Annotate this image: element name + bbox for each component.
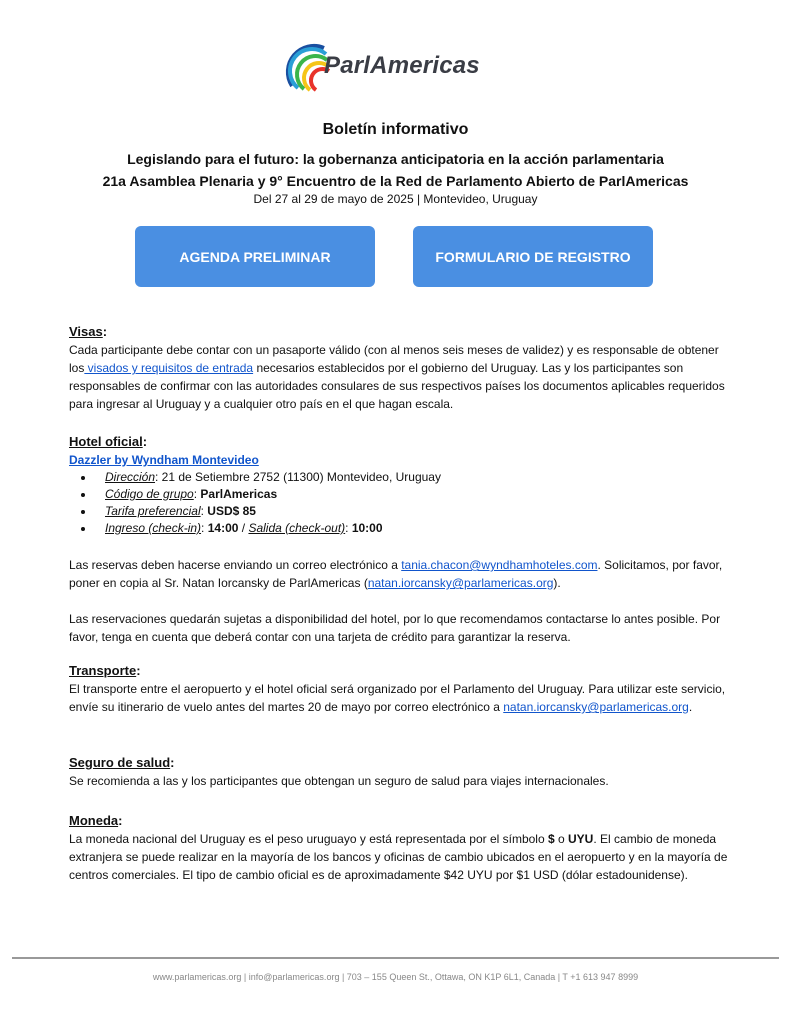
list-item xyxy=(95,503,729,520)
moneda-text-2: . El cambio de moneda extranjera se puede realizar en la mayoría de los bancos y oficinas de cambio ubicados en el aeropuerto y en la mayoría de centros comerciales. El tipo de cambio oficial es de aproximadamente $42 UYU por $1 USD (dólar estadounidense). xyxy=(69,832,728,882)
footer-divider xyxy=(12,957,779,959)
visas-heading xyxy=(69,323,729,341)
seguro-heading-label: Seguro de salud xyxy=(69,755,171,770)
codigo-sep: : xyxy=(193,487,201,501)
visas-heading-label: Visas xyxy=(69,324,103,339)
ingreso-sep: : xyxy=(201,521,208,535)
list-item xyxy=(95,486,729,503)
ingreso-value: 14:00 xyxy=(207,521,239,535)
transporte-end: . xyxy=(688,700,693,714)
ingreso-label: Ingreso (check-in) xyxy=(105,521,202,535)
codigo-value: ParlAmericas xyxy=(200,487,278,501)
moneda-text-1: La moneda nacional del Uruguay es el peso uruguayo y está representada por el símbolo xyxy=(69,832,548,846)
transporte-heading-colon: : xyxy=(136,663,141,678)
reservas-text-2: . Solicitamos, por favor, poner en copia al Sr. Natan Iorcansky de ParlAmericas ( xyxy=(69,558,723,590)
slash-separator: / xyxy=(238,521,249,535)
direccion-value: : 21 de Setiembre 2752 (11300) Montevideo, Uruguay xyxy=(155,470,441,484)
footer-contact: www.parlamericas.org | info@parlamericas.org | 703 – 155 Queen St., Ottawa, ON K1P 6L1, Canada | T +1 613 947 8999 xyxy=(152,972,639,982)
moneda-heading-label: Moneda xyxy=(69,813,119,828)
visas-paragraph xyxy=(69,341,729,413)
list-item xyxy=(95,469,729,486)
moneda-symbol: $ xyxy=(547,832,555,846)
transporte-email-link[interactable]: natan.iorcansky@parlamericas.org xyxy=(503,700,689,714)
hotel-name-link[interactable]: Dazzler by Wyndham Montevideo xyxy=(69,453,259,467)
hotel-heading-colon: : xyxy=(142,434,148,449)
hotel-name-row xyxy=(69,451,729,469)
salida-value: 10:00 xyxy=(351,521,383,535)
moneda-section xyxy=(69,812,729,884)
moneda-text-o: o xyxy=(554,832,568,846)
hotel-section xyxy=(69,433,729,646)
reservas-text-1: Las reservas deben hacerse enviando un correo electrónico a xyxy=(69,558,402,572)
parlamericas-logo xyxy=(284,38,514,98)
salida-label: Salida (check-out) xyxy=(248,521,346,535)
transporte-section xyxy=(69,662,729,716)
seguro-heading-colon: : xyxy=(170,755,175,770)
visas-requirements-link[interactable]: visados y requisitos de entrada xyxy=(84,361,254,375)
visas-section xyxy=(69,323,729,413)
transporte-heading-label: Transporte xyxy=(69,663,137,678)
registration-form-button[interactable]: FORMULARIO DE REGISTRO xyxy=(413,226,653,287)
seguro-section xyxy=(69,754,729,790)
tarifa-sep: : xyxy=(200,504,208,518)
moneda-heading-colon: : xyxy=(118,813,123,828)
page-title: Boletín informativo xyxy=(322,121,469,138)
moneda-uyu: UYU xyxy=(568,832,594,846)
visas-text-2: necesarios establecidos por el gobierno del Uruguay. Las y los participantes son responsables de confirmar con las autoridades consulares de sus respectivos países los documentos aplicables requeridos para ingresar al Uruguay y a cualquier otro país en el que hagan escala. xyxy=(69,361,725,411)
transporte-text: El transporte entre el aeropuerto y el hotel oficial será organizado por el Parlamento del Uruguay. Para utilizar este servicio, envíe su itinerario de vuelo antes del martes 20 de mayo por correo electrónico a xyxy=(69,682,726,714)
hotel-details-list xyxy=(69,469,729,537)
direccion-label: Dirección xyxy=(105,470,156,484)
tarifa-value: USD$ 85 xyxy=(207,504,256,518)
reservas-paragraph xyxy=(69,556,729,592)
moneda-heading xyxy=(69,812,729,830)
hotel-email-link[interactable]: tania.chacon@wyndhamhoteles.com xyxy=(401,558,598,572)
subtitle-theme: Legislando para el futuro: la gobernanza anticipatoria en la acción parlamentaria xyxy=(127,151,664,167)
disponibilidad-paragraph: Las reservaciones quedarán sujetas a disponibilidad del hotel, por lo que recomendamos contactarse lo antes posible. Por favor, tenga en cuenta que deberá contar con una tarjeta de crédito para garantizar la reserva. xyxy=(69,612,721,644)
codigo-label: Código de grupo xyxy=(105,487,194,501)
transporte-heading xyxy=(69,662,729,680)
list-item xyxy=(95,520,729,537)
agenda-button[interactable]: AGENDA PRELIMINAR xyxy=(135,226,375,287)
reservas-text-3: ). xyxy=(553,576,561,590)
date-location: Del 27 al 29 de mayo de 2025 | Montevideo, Uruguay xyxy=(253,192,538,206)
visas-heading-colon: : xyxy=(102,324,108,339)
seguro-heading xyxy=(69,754,729,772)
hotel-heading-label: Hotel oficial xyxy=(69,434,143,449)
logo-text: ParlAmericas xyxy=(324,52,480,79)
subtitle-event: 21a Asamblea Plenaria y 9° Encuentro de la Red de Parlamento Abierto de ParlAmericas xyxy=(102,173,689,189)
hotel-heading xyxy=(69,433,729,451)
contact-email-link[interactable]: natan.iorcansky@parlamericas.org xyxy=(367,576,554,590)
visas-text-1: Cada participante debe contar con un pasaporte válido (con al menos seis meses de validez) y es responsable de obtener los xyxy=(69,343,719,375)
tarifa-label: Tarifa preferencial xyxy=(105,504,201,518)
seguro-paragraph: Se recomienda a las y los participantes que obtengan un seguro de salud para viajes internacionales. xyxy=(69,774,609,788)
transporte-paragraph xyxy=(69,680,729,716)
salida-sep: : xyxy=(345,521,352,535)
moneda-paragraph xyxy=(69,830,729,884)
